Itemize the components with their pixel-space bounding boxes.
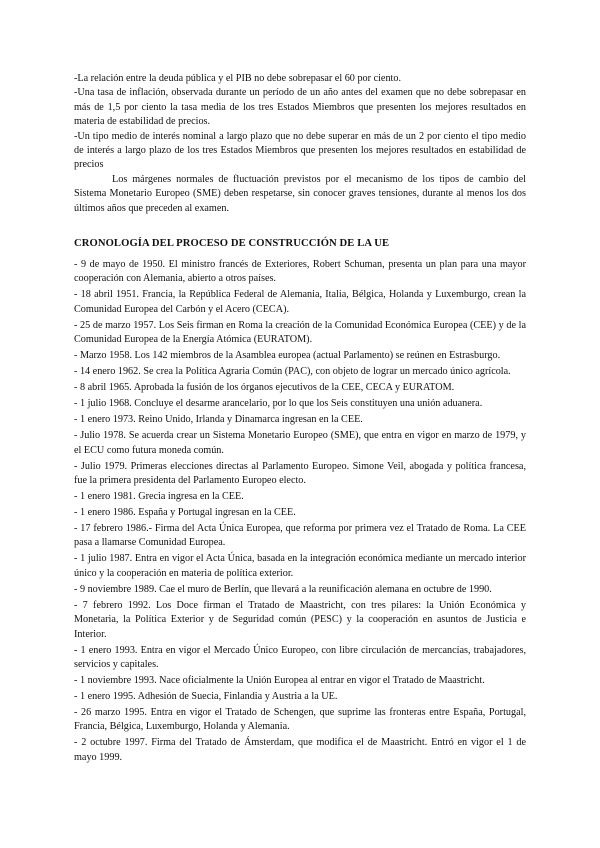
intro-section	[74, 72, 526, 216]
chronology-item: - Julio 1978. Se acuerda crear un Sistema Monetario Europeo (SME), que entra en vigor en marzo de 1979, y el ECU como futura moneda común.	[74, 430, 526, 456]
chronology-item: - Marzo 1958. Los 142 miembros de la Asamblea europea (actual Parlamento) se reúnen en Estrasburgo.	[74, 350, 501, 362]
chronology-item: - 7 febrero 1992. Los Doce firman el Tratado de Maastricht, con tres pilares: la Unión Económica y Monetaria, la Política Exterior y de Seguridad común (PESC) y la cooperación en asuntos de Justicia e Interior.	[74, 599, 526, 640]
chronology-item: - 18 abril 1951. Francia, la República Federal de Alemania, Italia, Bélgica, Holanda y Luxemburgo, crean la Comunidad Europea del Carbón y el Acero (CECA).	[74, 289, 526, 315]
chronology-item: - 9 noviembre 1989. Cae el muro de Berlín, que llevará a la reunificación alemana en octubre de 1990.	[74, 583, 492, 595]
chronology-item: - 26 marzo 1995. Entra en vigor el Tratado de Schengen, que suprime las fronteras entre España, Portugal, Francia, Bélgica, Luxemburgo, Holanda y Alemania.	[74, 707, 526, 733]
chronology-item: - 2 octubre 1997. Firma del Tratado de Ámsterdam, que modifica el de Maastricht. Entró en vigor el 1 de mayo 1999.	[74, 737, 526, 763]
chronology-item: - 1 enero 1981. Grecia ingresa en la CEE.	[74, 491, 244, 503]
intro-paragraph: -Un tipo medio de interés nominal a largo plazo que no debe superar en más de un 2 por ciento el tipo medio de interés a largo plazo de los tres Estados Miembros que presenten los mejores resultados en estabilidad de precios	[74, 130, 526, 171]
chronology-item: - 1 julio 1987. Entra en vigor el Acta Única, basada en la integración económica mediante un mercado interior único y la cooperación en materia de política exterior.	[74, 553, 526, 579]
section-heading: CRONOLOGÍA DEL PROCESO DE CONSTRUCCIÓN DE LA UE	[74, 238, 390, 249]
chronology-list	[74, 258, 526, 767]
chronology-item: - 14 enero 1962. Se crea la Política Agraria Común (PAC), con objeto de lograr un mercado único agrícola.	[74, 366, 511, 378]
chronology-item: - 1 noviembre 1993. Nace oficialmente la Unión Europea al entrar en vigor el Tratado de Maastricht.	[74, 675, 485, 687]
intro-paragraph: -La relación entre la deuda pública y el PIB no debe sobrepasar el 60 por ciento.	[74, 73, 402, 84]
document-page	[74, 72, 526, 763]
chronology-item: - 1 enero 1995. Adhesión de Suecia, Finlandia y Austria a la UE.	[74, 691, 338, 703]
chronology-item: - 1 enero 1973. Reino Unido, Irlanda y Dinamarca ingresan en la CEE.	[74, 414, 363, 426]
chronology-item: - 9 de mayo de 1950. El ministro francés de Exteriores, Robert Schuman, presenta un plan para una mayor cooperación con Alemania, abierto a otros países.	[74, 259, 526, 285]
intro-paragraph: Los márgenes normales de fluctuación previstos por el mecanismo de los tipos de cambio del Sistema Monetario Europeo (SME) deben respetarse, sin conocer graves tensiones, durante al menos los dos últimos años que preceden al examen.	[74, 173, 526, 214]
intro-paragraph: -Una tasa de inflación, observada durante un período de un año antes del examen que no debe sobrepasar en más de 1,5 por ciento la tasa media de los tres Estados Miembros que presenten los mejores resultados en materia de estabilidad de precios.	[74, 87, 526, 128]
chronology-item: - 8 abril 1965. Aprobada la fusión de los órganos ejecutivos de la CEE, CECA y EURATOM.	[74, 382, 455, 394]
chronology-item: - Julio 1979. Primeras elecciones directas al Parlamento Europeo. Simone Veil, abogada y política francesa, fue la primera presidenta del Parlamento Europeo electo.	[74, 460, 526, 487]
chronology-item: - 17 febrero 1986.- Firma del Acta Única Europea, que reforma por primera vez el Tratado de Roma. La CEE pasa a llamarse Comunidad Europea.	[74, 523, 526, 549]
chronology-item: - 1 enero 1986. España y Portugal ingresan en la CEE.	[74, 507, 296, 519]
chronology-item: - 1 julio 1968. Concluye el desarme arancelario, por lo que los Seis constituyen una unión aduanera.	[74, 398, 483, 410]
chronology-item: - 1 enero 1993. Entra en vigor el Mercado Único Europeo, con libre circulación de mercancías, trabajadores, servicios y capitales.	[74, 644, 526, 671]
chronology-item: - 25 de marzo 1957. Los Seis firman en Roma la creación de la Comunidad Económica Europea (CEE) y de la Comunidad Europea de la Energía Atómica (EURATOM).	[74, 319, 526, 346]
